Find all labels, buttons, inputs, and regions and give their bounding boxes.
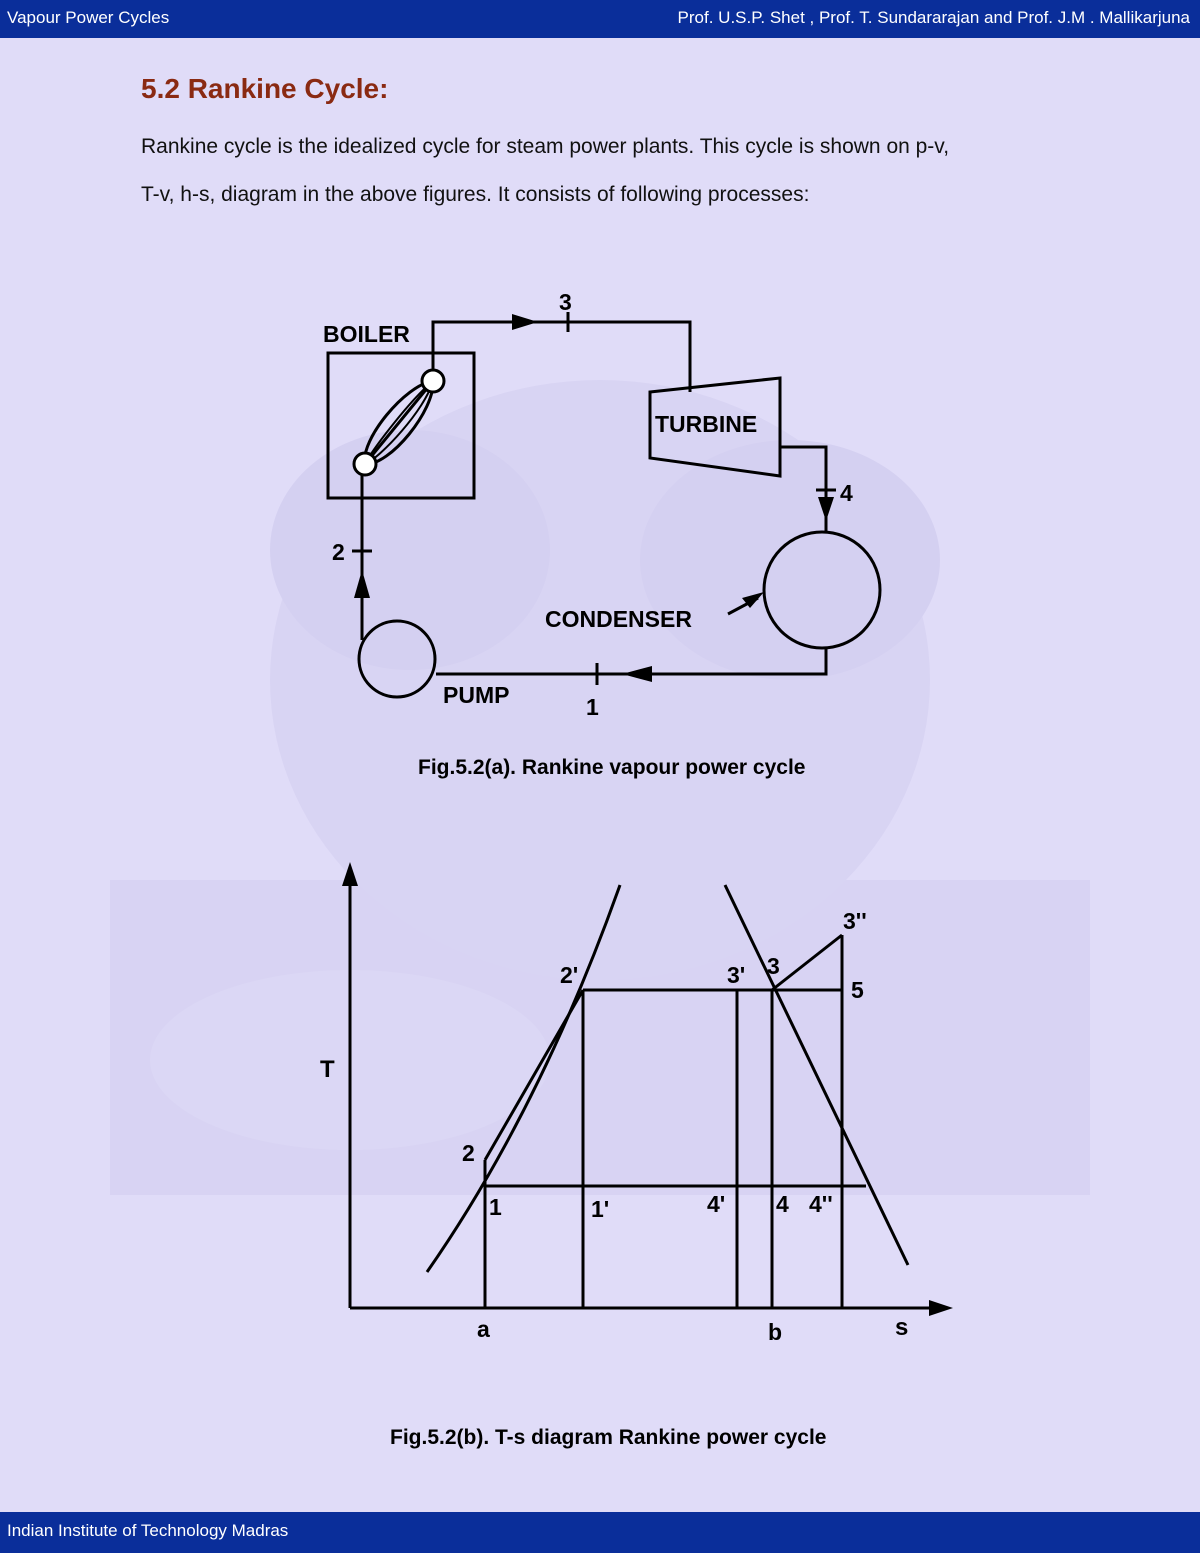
boiler-label: BOILER bbox=[323, 321, 410, 347]
course-title: Vapour Power Cycles bbox=[7, 8, 170, 27]
superheat-line bbox=[772, 935, 842, 990]
t-axis-label: T bbox=[320, 1056, 335, 1083]
point-2-label: 2 bbox=[462, 1140, 475, 1166]
point-1-label: 1 bbox=[489, 1194, 502, 1220]
turbine-label: TURBINE bbox=[655, 411, 758, 437]
paragraph-line-1: Rankine cycle is the idealized cycle for steam power plants. This cycle is shown on p-v, bbox=[141, 135, 950, 158]
process-2-2prime bbox=[485, 990, 583, 1160]
state1-label: 1 bbox=[586, 694, 599, 720]
s-axis-label: s bbox=[895, 1314, 909, 1341]
point-1prime-label: 1' bbox=[591, 1196, 610, 1222]
point-3dprime-label: 3'' bbox=[843, 908, 867, 934]
state4-label: 4 bbox=[840, 480, 853, 506]
point-4prime-label: 4' bbox=[707, 1191, 726, 1217]
footer-bar bbox=[0, 1512, 1200, 1553]
point-4dprime-label: 4'' bbox=[809, 1191, 833, 1217]
condenser-label: CONDENSER bbox=[545, 606, 692, 632]
institute-name: Indian Institute of Technology Madras bbox=[7, 1521, 289, 1540]
point-3-label: 3 bbox=[767, 953, 780, 979]
s-axis-arrowhead bbox=[929, 1300, 953, 1316]
point-b-label: b bbox=[768, 1319, 783, 1345]
paragraph-line-2: T-v, h-s, diagram in the above figures. It consists of following processes: bbox=[141, 183, 810, 206]
point-4-label: 4 bbox=[776, 1191, 789, 1217]
section-title: 5.2 Rankine Cycle: bbox=[141, 73, 389, 104]
point-5-label: 5 bbox=[851, 977, 864, 1003]
point-3prime-label: 3' bbox=[727, 962, 746, 988]
state2-label: 2 bbox=[332, 539, 345, 565]
figure-b-caption: Fig.5.2(b). T-s diagram Rankine power cycle bbox=[390, 1426, 827, 1449]
point-a-label: a bbox=[477, 1316, 490, 1342]
state3-label: 3 bbox=[559, 289, 572, 315]
point-2prime-label: 2' bbox=[560, 962, 579, 988]
t-axis-arrowhead bbox=[342, 862, 358, 886]
authors: Prof. U.S.P. Shet , Prof. T. Sundararajan and Prof. J.M . Mallikarjuna bbox=[677, 8, 1190, 27]
figure-a-caption: Fig.5.2(a). Rankine vapour power cycle bbox=[418, 756, 806, 779]
pump-label: PUMP bbox=[443, 682, 510, 708]
